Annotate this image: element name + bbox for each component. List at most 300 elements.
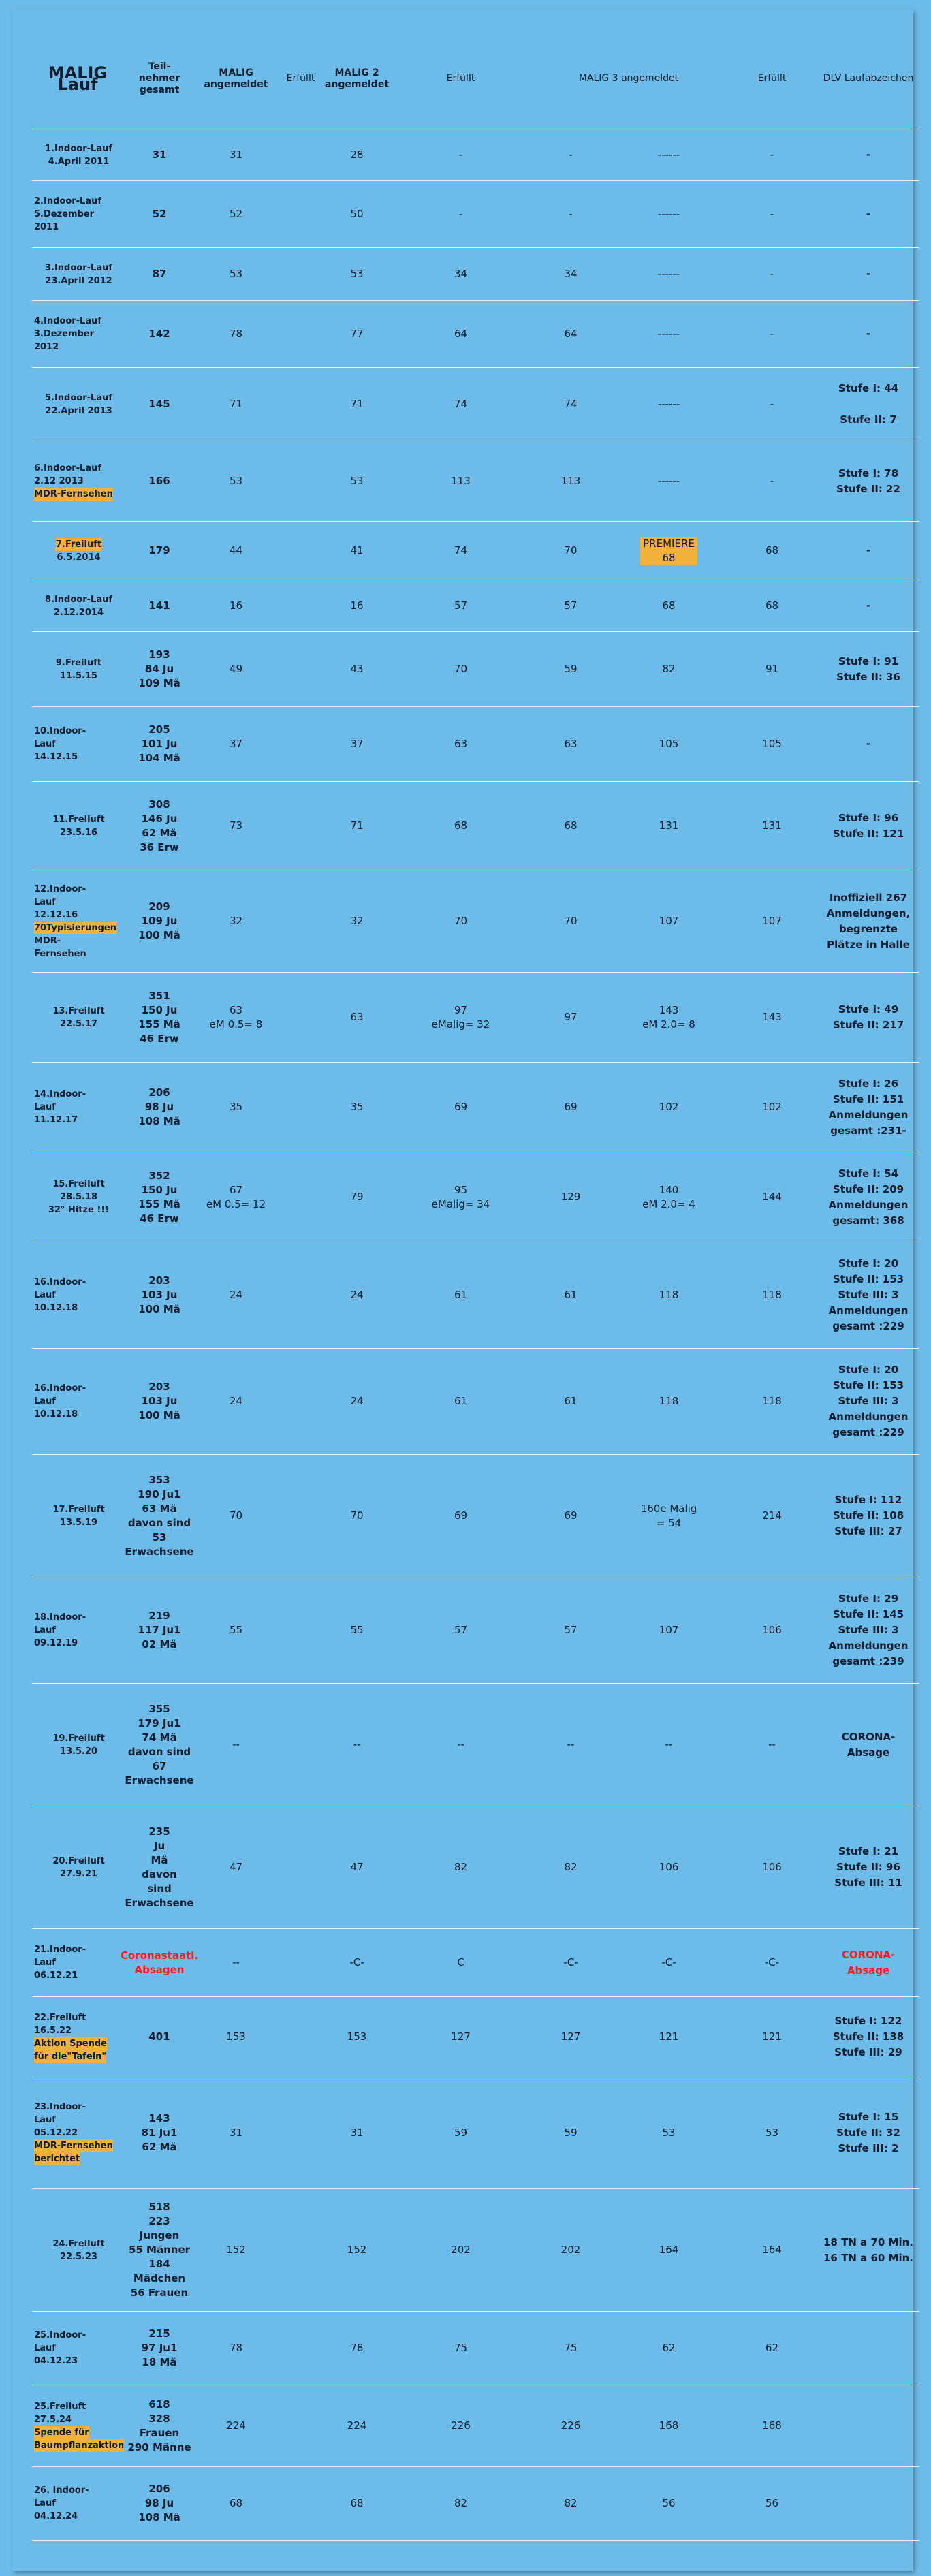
malig-3-cell bbox=[531, 248, 611, 301]
dlv-cell-line: CORONA- Absage bbox=[841, 1948, 896, 1977]
malig-2-cell bbox=[323, 1577, 391, 1684]
malig-cell-line: 68 bbox=[229, 2497, 243, 2509]
erfuellt-2-cell bbox=[391, 1929, 531, 1997]
total-cell-line: 328 Frauen bbox=[139, 2412, 180, 2439]
event-cell bbox=[32, 2189, 125, 2312]
malig-2-cell-line: 55 bbox=[350, 1624, 364, 1636]
erfuellt-2-cell bbox=[391, 1152, 531, 1242]
dlv-cell bbox=[817, 2312, 919, 2385]
event-cell-line: 8.Indoor-Lauf bbox=[44, 594, 113, 605]
malig-2-cell bbox=[323, 441, 391, 522]
event-cell-line: 23.5.16 bbox=[59, 827, 98, 838]
malig-3-cell-line: 70 bbox=[564, 915, 578, 927]
total-cell-line: 518 bbox=[148, 2201, 170, 2213]
erfuellt-1-cell bbox=[279, 1684, 323, 1806]
malig-3-sub-cell-line: eM 2.0= 8 bbox=[642, 1018, 695, 1031]
total-cell bbox=[125, 441, 193, 522]
event-cell bbox=[32, 1455, 125, 1577]
event-cell-line: 27.9.21 bbox=[59, 1868, 98, 1879]
erfuellt-3-cell bbox=[727, 782, 817, 870]
total-cell-line: 353 bbox=[148, 1473, 170, 1486]
malig-2-cell bbox=[323, 248, 391, 301]
erfuellt-3-cell bbox=[727, 441, 817, 522]
erfuellt-1-cell bbox=[279, 248, 323, 301]
event-cell-line: 04.12.24 bbox=[34, 2511, 78, 2522]
total-cell bbox=[125, 1349, 193, 1455]
event-cell-line: 32° Hitze !!! bbox=[48, 1205, 110, 1215]
malig-cell bbox=[193, 707, 279, 782]
malig-3-sub-cell bbox=[611, 707, 727, 782]
dlv-cell-line: Anmeldungen, begrenzte bbox=[826, 907, 911, 935]
total-cell-line: 101 Ju bbox=[141, 738, 178, 750]
erfuellt-1-cell bbox=[279, 1152, 323, 1242]
event-cell bbox=[32, 632, 125, 707]
malig-3-cell bbox=[531, 441, 611, 522]
malig-3-cell bbox=[531, 1684, 611, 1806]
malig-2-cell-line: 53 bbox=[350, 475, 364, 487]
total-cell-line: 109 Ju bbox=[141, 915, 178, 927]
dlv-cell bbox=[817, 2189, 919, 2312]
event-cell-line: 2.12 2013 bbox=[34, 476, 84, 486]
malig-lauf-table bbox=[32, 29, 919, 2541]
malig-3-sub-cell bbox=[611, 441, 727, 522]
dlv-cell-line: - bbox=[866, 544, 871, 556]
malig-3-sub-cell-line: PREMIERE bbox=[643, 537, 695, 550]
malig-2-cell bbox=[323, 181, 391, 248]
erfuellt-1-cell bbox=[279, 1929, 323, 1997]
dlv-cell-line: Stufe III: 11 bbox=[834, 1876, 902, 1889]
total-cell-line: 87 bbox=[152, 268, 167, 280]
malig-3-cell-line: 226 bbox=[561, 2419, 581, 2432]
malig-3-cell bbox=[531, 580, 611, 632]
header-erfuellt-1: Erfüllt bbox=[279, 29, 323, 129]
event-cell-line: 4.Indoor-Lauf bbox=[34, 316, 102, 326]
dlv-cell-line: Stufe III: 3 bbox=[838, 1289, 899, 1301]
malig-3-sub-cell-line: 53 bbox=[662, 2126, 676, 2139]
dlv-cell-line: 16 TN a 60 Min. bbox=[823, 2251, 913, 2264]
erfuellt-3-cell-line: 56 bbox=[765, 2497, 779, 2509]
total-cell bbox=[125, 632, 193, 707]
dlv-cell bbox=[817, 1929, 919, 1997]
event-cell-line: 2011 bbox=[34, 222, 59, 232]
malig-3-cell-line: 59 bbox=[564, 663, 578, 675]
erfuellt-3-cell-line: 214 bbox=[762, 1509, 782, 1522]
erfuellt-3-cell-line: 106 bbox=[762, 1624, 782, 1636]
malig-3-cell bbox=[531, 632, 611, 707]
malig-2-cell-line: 24 bbox=[350, 1289, 364, 1301]
total-cell-line: 179 bbox=[148, 544, 170, 556]
malig-3-sub-cell-line: ------ bbox=[657, 328, 680, 340]
erfuellt-2-cell bbox=[391, 782, 531, 870]
total-cell-line: 81 Ju1 bbox=[141, 2126, 178, 2139]
malig-3-sub-cell bbox=[611, 580, 727, 632]
event-cell-line: 05.12.22 bbox=[34, 2128, 78, 2138]
dlv-cell bbox=[817, 1577, 919, 1684]
total-cell-line: 46 Erw bbox=[140, 1032, 179, 1045]
total-cell-line: 203 bbox=[148, 1274, 170, 1287]
malig-3-cell bbox=[531, 2077, 611, 2189]
event-cell-line: Fernsehen bbox=[61, 2141, 113, 2151]
dlv-cell-line: Anmeldungen bbox=[828, 1108, 909, 1121]
event-cell-line: 15.Freiluft bbox=[52, 1179, 105, 1189]
erfuellt-3-cell bbox=[727, 1242, 817, 1349]
dlv-cell bbox=[817, 248, 919, 301]
malig-3-sub-cell bbox=[611, 782, 727, 870]
malig-cell-line: eM 0.5= 12 bbox=[206, 1197, 266, 1210]
malig-2-cell bbox=[323, 1455, 391, 1577]
event-cell-line: 7.Freiluft bbox=[55, 539, 102, 550]
malig-3-sub-cell-line: 118 bbox=[659, 1395, 679, 1407]
total-cell bbox=[125, 973, 193, 1063]
event-cell-line: 24.Freiluft bbox=[52, 2238, 105, 2249]
malig-2-cell bbox=[323, 1929, 391, 1997]
erfuellt-2-cell-line: -- bbox=[457, 1738, 464, 1750]
malig-2-cell-line: 16 bbox=[350, 599, 364, 612]
malig-2-cell bbox=[323, 2312, 391, 2385]
event-cell-line: 14.Indoor- bbox=[34, 1089, 86, 1099]
malig-3-cell bbox=[531, 181, 611, 248]
event-cell-line: 12.12.16 bbox=[34, 909, 78, 920]
total-cell bbox=[125, 1577, 193, 1684]
total-cell-line: 53 bbox=[152, 1530, 167, 1543]
malig-3-cell-line: - bbox=[569, 208, 573, 220]
dlv-cell-line: Stufe II: 121 bbox=[832, 827, 904, 840]
event-cell-line: 06.12.21 bbox=[34, 1970, 78, 1981]
erfuellt-1-cell bbox=[279, 368, 323, 441]
malig-2-cell bbox=[323, 782, 391, 870]
dlv-cell bbox=[817, 368, 919, 441]
erfuellt-2-cell bbox=[391, 2467, 531, 2541]
malig-cell-line: 49 bbox=[229, 663, 243, 675]
malig-cell-line: 70 bbox=[229, 1509, 243, 1522]
malig-cell-line: 31 bbox=[229, 2126, 243, 2139]
erfuellt-1-cell bbox=[279, 1349, 323, 1455]
erfuellt-1-cell bbox=[279, 1997, 323, 2077]
malig-3-sub-cell bbox=[611, 1242, 727, 1349]
erfuellt-3-cell-line: 118 bbox=[762, 1289, 782, 1301]
dlv-cell-line: - bbox=[866, 268, 871, 280]
malig-cell bbox=[193, 973, 279, 1063]
dlv-cell-line: Stufe II: 96 bbox=[836, 1861, 900, 1873]
erfuellt-2-cell-line: 61 bbox=[454, 1289, 468, 1301]
total-cell bbox=[125, 2385, 193, 2467]
erfuellt-3-cell-line: 121 bbox=[762, 2030, 782, 2043]
malig-3-cell bbox=[531, 2189, 611, 2312]
event-cell-line: Typisierungen bbox=[46, 922, 116, 933]
malig-cell bbox=[193, 580, 279, 632]
malig-3-sub-cell bbox=[611, 1349, 727, 1455]
dlv-cell bbox=[817, 2077, 919, 2189]
total-cell bbox=[120, 1929, 199, 1997]
malig-cell-line: 63 bbox=[229, 1003, 243, 1016]
erfuellt-2-cell bbox=[391, 973, 531, 1063]
erfuellt-2-cell bbox=[391, 580, 531, 632]
total-cell-line: 401 bbox=[148, 2030, 170, 2043]
title-text: MALIG Lauf bbox=[48, 63, 108, 94]
event-cell-line: 22.Freiluft bbox=[34, 2012, 86, 2023]
malig-cell bbox=[193, 1577, 279, 1684]
event-cell-line: Lauf bbox=[34, 739, 56, 749]
dlv-cell bbox=[817, 707, 919, 782]
event-cell bbox=[32, 1152, 125, 1242]
malig-2-cell-line: 152 bbox=[347, 2244, 367, 2256]
malig-2-cell bbox=[323, 1806, 391, 1929]
erfuellt-1-cell bbox=[279, 441, 323, 522]
erfuellt-3-cell-line: 107 bbox=[762, 915, 782, 927]
malig-2-cell-line: 68 bbox=[350, 2497, 364, 2509]
malig-cell bbox=[193, 2385, 279, 2467]
total-cell bbox=[125, 248, 193, 301]
malig-3-sub-cell-line: 131 bbox=[659, 819, 679, 832]
erfuellt-3-cell bbox=[727, 632, 817, 707]
dlv-cell-line: gesamt :231- bbox=[830, 1124, 906, 1137]
malig-2-cell-line: -C- bbox=[349, 1956, 364, 1968]
malig-3-sub-cell bbox=[611, 1152, 727, 1242]
malig-3-sub-cell bbox=[611, 2467, 727, 2541]
total-cell-line: 206 bbox=[148, 1086, 170, 1099]
malig-2-cell-line: 35 bbox=[350, 1101, 364, 1113]
dlv-cell-line bbox=[838, 396, 898, 412]
malig-cell-line: 35 bbox=[229, 1101, 243, 1113]
erfuellt-2-cell bbox=[391, 1063, 531, 1152]
erfuellt-3-cell bbox=[727, 368, 817, 441]
total-cell-line: 355 bbox=[148, 1702, 170, 1715]
malig-3-sub-cell-line: -- bbox=[665, 1738, 673, 1750]
event-cell-line: Lauf bbox=[34, 2343, 56, 2353]
total-cell-line: 215 bbox=[148, 2327, 170, 2340]
event-cell-line: 21.Indoor- bbox=[34, 1945, 86, 1955]
dlv-cell-line: Stufe I: 54 bbox=[838, 1167, 899, 1180]
dlv-cell-line: - bbox=[866, 738, 871, 750]
total-cell-line: 63 Mä bbox=[142, 1502, 177, 1515]
total-cell-line: 290 Männe bbox=[127, 2440, 191, 2453]
erfuellt-3-cell bbox=[727, 1997, 817, 2077]
malig-2-cell-line: 71 bbox=[350, 819, 364, 832]
malig-cell bbox=[193, 301, 279, 368]
erfuellt-2-cell-line: - bbox=[458, 208, 463, 220]
event-cell-line: 13.5.20 bbox=[59, 1746, 98, 1757]
malig-3-cell-line: 82 bbox=[564, 1861, 578, 1873]
event-cell-line: 11.12.17 bbox=[34, 1115, 78, 1125]
erfuellt-3-cell bbox=[727, 248, 817, 301]
erfuellt-2-cell-line: 74 bbox=[454, 398, 468, 410]
total-cell-line: 98 Ju bbox=[144, 1101, 174, 1113]
erfuellt-3-cell bbox=[727, 1684, 817, 1806]
dlv-cell-line: Stufe I: 49 bbox=[838, 1003, 899, 1016]
malig-3-cell-line: 61 bbox=[564, 1395, 578, 1407]
dlv-cell-line: gesamt :229 bbox=[832, 1320, 904, 1332]
dlv-cell-line: Anmeldungen bbox=[828, 1304, 909, 1317]
dlv-cell-line: Anmeldungen bbox=[828, 1639, 909, 1652]
dlv-cell-line: Stufe II: 151 bbox=[832, 1093, 904, 1105]
erfuellt-3-cell bbox=[727, 181, 817, 248]
erfuellt-3-cell bbox=[727, 1806, 817, 1929]
dlv-cell-line: Stufe I: 26 bbox=[838, 1077, 899, 1090]
event-cell-line: für die"Tafeln" bbox=[34, 2051, 107, 2062]
erfuellt-3-cell-line: - bbox=[770, 208, 774, 220]
malig-2-cell-line: 41 bbox=[350, 544, 364, 556]
dlv-cell-line: Stufe II: 209 bbox=[832, 1182, 904, 1195]
event-cell-line: 16.5.22 bbox=[34, 2025, 72, 2036]
erfuellt-1-cell bbox=[279, 1577, 323, 1684]
malig-cell-line: 152 bbox=[226, 2244, 246, 2256]
malig-2-cell-line: 43 bbox=[350, 663, 364, 675]
malig-3-cell bbox=[531, 1063, 611, 1152]
erfuellt-3-cell-line: 53 bbox=[765, 2126, 779, 2139]
event-cell-line: Fernsehen bbox=[61, 489, 113, 499]
malig-3-cell bbox=[531, 2312, 611, 2385]
total-cell-line: 203 bbox=[148, 1381, 170, 1393]
malig-3-sub-cell-line: ------ bbox=[657, 398, 680, 410]
total-cell bbox=[125, 1455, 193, 1577]
malig-2-cell-line: 63 bbox=[350, 1011, 364, 1023]
erfuellt-2-cell-line: 226 bbox=[451, 2419, 471, 2432]
erfuellt-3-cell-line: -C- bbox=[764, 1956, 780, 1968]
dlv-cell bbox=[817, 973, 919, 1063]
total-cell-line: Erwachsene bbox=[125, 1545, 194, 1558]
dlv-cell-line: - bbox=[866, 328, 871, 340]
malig-2-cell bbox=[323, 632, 391, 707]
total-cell bbox=[125, 580, 193, 632]
malig-3-cell-line: 69 bbox=[564, 1101, 578, 1113]
malig-3-sub-cell bbox=[611, 1929, 727, 1997]
event-cell bbox=[32, 2077, 125, 2189]
erfuellt-2-cell-line: 70 bbox=[454, 663, 468, 675]
erfuellt-2-cell-line: 63 bbox=[454, 738, 468, 750]
event-cell-line: Fernsehen bbox=[34, 948, 86, 959]
dlv-cell-line: gesamt :239 bbox=[832, 1655, 904, 1667]
event-cell-line: 04.12.23 bbox=[34, 2356, 78, 2366]
dlv-cell-line: Stufe II: 7 bbox=[840, 413, 897, 426]
malig-cell bbox=[193, 2189, 279, 2312]
malig-3-sub-cell bbox=[611, 1997, 727, 2077]
total-cell-line: Coronastaatl. bbox=[120, 1949, 199, 1962]
erfuellt-1-cell bbox=[279, 522, 323, 580]
malig-3-cell-line: 75 bbox=[564, 2342, 578, 2354]
malig-3-cell bbox=[531, 1349, 611, 1455]
malig-2-cell-line: 32 bbox=[350, 915, 364, 927]
malig-3-sub-cell bbox=[611, 301, 727, 368]
total-cell bbox=[125, 1152, 193, 1242]
header-erfuellt-2: Erfüllt bbox=[391, 29, 531, 129]
malig-3-sub-cell-line: 140 bbox=[659, 1183, 679, 1196]
erfuellt-3-cell-line: 68 bbox=[765, 544, 779, 556]
malig-cell-line: 31 bbox=[229, 148, 243, 161]
malig-3-sub-cell-line: 106 bbox=[659, 1861, 679, 1873]
malig-3-sub-cell-line: 168 bbox=[659, 2419, 679, 2432]
total-cell-line: 618 bbox=[148, 2398, 170, 2410]
erfuellt-3-cell bbox=[727, 2077, 817, 2189]
erfuellt-3-cell bbox=[727, 522, 817, 580]
malig-3-sub-cell-line: = 54 bbox=[656, 1516, 682, 1529]
dlv-cell-line: gesamt :229 bbox=[832, 1426, 904, 1439]
total-cell-line: 52 bbox=[152, 208, 167, 220]
erfuellt-2-cell-line: 113 bbox=[451, 475, 471, 487]
dlv-cell-line: Stufe II: 108 bbox=[832, 1509, 904, 1522]
malig-cell-line: 32 bbox=[229, 915, 243, 927]
total-cell-line: 150 Ju bbox=[141, 1003, 178, 1016]
malig-3-sub-cell-line: 164 bbox=[659, 2244, 679, 2256]
dlv-cell bbox=[817, 632, 919, 707]
erfuellt-1-cell bbox=[279, 2467, 323, 2541]
erfuellt-3-cell bbox=[727, 129, 817, 181]
malig-2-cell-line: 79 bbox=[350, 1191, 364, 1203]
dlv-cell bbox=[817, 301, 919, 368]
event-cell-line: Lauf bbox=[34, 2115, 56, 2125]
total-cell-line: 18 Mä bbox=[142, 2356, 177, 2368]
erfuellt-3-cell-line: - bbox=[770, 398, 774, 410]
erfuellt-2-cell bbox=[391, 2385, 531, 2467]
erfuellt-2-cell bbox=[391, 301, 531, 368]
malig-cell-line: 71 bbox=[229, 398, 243, 410]
erfuellt-2-cell bbox=[391, 441, 531, 522]
event-cell-line: 4.April 2011 bbox=[48, 156, 110, 167]
malig-2-cell bbox=[323, 301, 391, 368]
erfuellt-1-cell bbox=[279, 129, 323, 181]
total-cell bbox=[125, 129, 193, 181]
total-cell-line: sind bbox=[147, 1882, 172, 1895]
dlv-cell-line: Stufe II: 36 bbox=[836, 670, 900, 683]
erfuellt-3-cell bbox=[727, 870, 817, 973]
erfuellt-3-cell-line: 106 bbox=[762, 1861, 782, 1873]
malig-cell-line: 78 bbox=[229, 2342, 243, 2354]
dlv-cell bbox=[817, 1152, 919, 1242]
dlv-cell-line: Stufe II: 138 bbox=[832, 2030, 904, 2043]
malig-3-cell bbox=[531, 782, 611, 870]
malig-2-cell-line: 50 bbox=[350, 208, 364, 220]
erfuellt-2-cell-line: 57 bbox=[454, 1624, 468, 1636]
erfuellt-1-cell bbox=[279, 707, 323, 782]
erfuellt-1-cell bbox=[279, 1455, 323, 1577]
malig-3-cell-line: -- bbox=[567, 1738, 575, 1750]
total-cell-line: 145 bbox=[148, 398, 170, 410]
dlv-cell-line: 18 TN a 70 Min. bbox=[823, 2235, 913, 2248]
event-cell bbox=[32, 248, 125, 301]
erfuellt-3-cell-line: - bbox=[770, 268, 774, 280]
dlv-cell-line: gesamt: 368 bbox=[832, 1214, 904, 1227]
total-cell-line: 190 Ju1 bbox=[138, 1488, 181, 1501]
malig-3-cell bbox=[531, 522, 611, 580]
event-cell-line: Lauf bbox=[34, 1396, 56, 1407]
total-cell-line: 308 bbox=[148, 798, 170, 811]
total-cell-line: 98 Ju bbox=[144, 2497, 174, 2509]
erfuellt-2-cell-line: 64 bbox=[454, 328, 468, 340]
erfuellt-2-cell bbox=[391, 1684, 531, 1806]
dlv-cell bbox=[817, 441, 919, 522]
event-cell bbox=[32, 1806, 125, 1929]
erfuellt-3-cell-line: 118 bbox=[762, 1395, 782, 1407]
total-cell-line: 155 Mä bbox=[138, 1197, 180, 1210]
dlv-cell bbox=[817, 2467, 919, 2541]
malig-3-sub-cell-line: 102 bbox=[659, 1101, 679, 1113]
erfuellt-2-cell bbox=[391, 1997, 531, 2077]
event-cell bbox=[32, 181, 125, 248]
malig-3-cell bbox=[531, 1455, 611, 1577]
total-cell bbox=[125, 368, 193, 441]
erfuellt-1-cell bbox=[279, 1806, 323, 1929]
event-cell bbox=[32, 707, 125, 782]
malig-3-sub-cell-line: 143 bbox=[659, 1003, 679, 1016]
total-cell-line: 56 Frauen bbox=[130, 2287, 189, 2299]
event-cell-line: MDR- bbox=[34, 935, 61, 946]
malig-2-cell-line: 24 bbox=[350, 1395, 364, 1407]
malig-3-cell bbox=[531, 129, 611, 181]
malig-3-sub-cell-line: 160e Malig bbox=[640, 1502, 697, 1515]
erfuellt-2-cell-line: 68 bbox=[454, 819, 468, 832]
total-cell-line: davon bbox=[142, 1868, 177, 1881]
malig-cell-line: 52 bbox=[229, 208, 243, 220]
total-cell-line: 351 bbox=[148, 989, 170, 1002]
